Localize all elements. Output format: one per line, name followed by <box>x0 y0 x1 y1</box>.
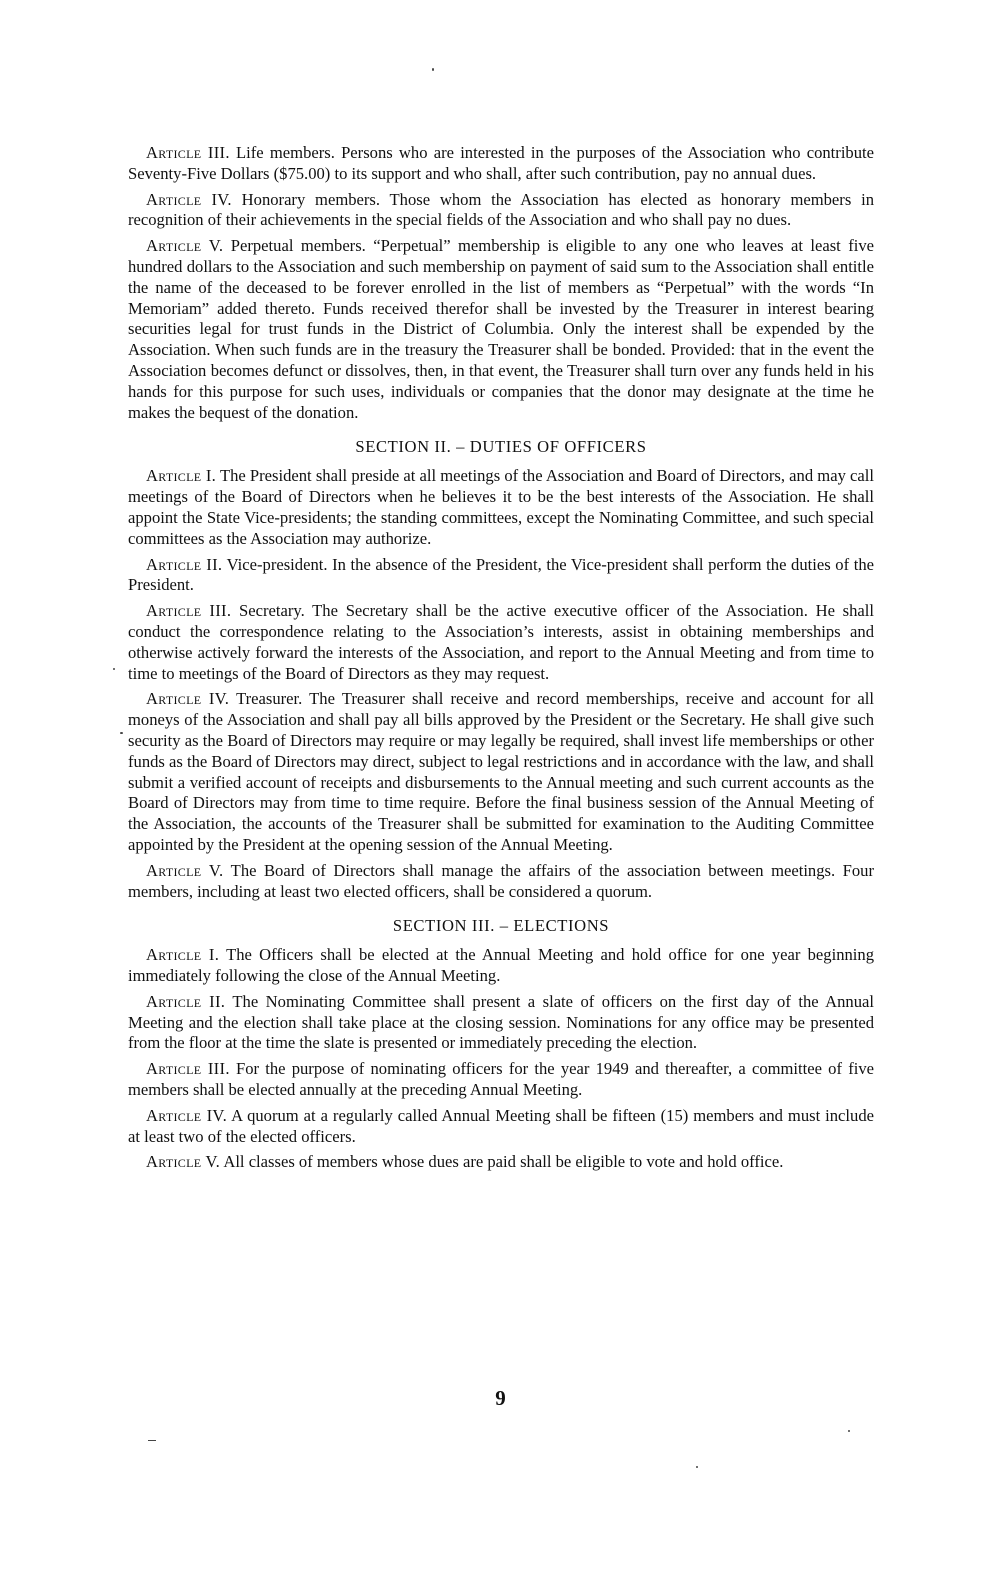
article-paragraph <box>128 992 874 1054</box>
section-heading: SECTION II. – DUTIES OF OFFICERS <box>355 437 647 457</box>
article-label: Article V. <box>146 1152 221 1172</box>
scan-speck <box>696 1466 698 1468</box>
article-label: Article III. <box>146 1059 230 1079</box>
article-label: Article IV. <box>146 189 232 209</box>
article-label: Article I. <box>146 945 220 965</box>
scan-speck <box>113 668 115 670</box>
page-number: 9 <box>495 1386 506 1410</box>
article-label: Article II. <box>146 991 226 1011</box>
article-label: Article II. <box>146 554 223 574</box>
page-body <box>128 143 874 1178</box>
article-text: The Board of Directors shall manage the affairs of the association between meetings. Four members, including at least two elected officers, shall be considered a quorum. <box>128 860 874 901</box>
article-text: The Nominating Committee shall present a slate of officers on the first day of the Annual Meeting and the election shall take place at the closing session. Nominations for any office may be presented from the floor at the time the slate is presented or immediately preceding the election. <box>128 991 875 1053</box>
scan-speck <box>848 1430 850 1432</box>
article-text: Treasurer. The Treasurer shall receive and record memberships, receive and account for all moneys of the Association and shall pay all bills approved by the President or the Secretary. He shall give such security as the Board of Directors may require or may legally be required, shall invest life memberships or other funds as the Board of Directors may direct, subject to legal restrictions and in accordance with the law, and shall submit a verified account of receipts and disbursements to the Annual meeting and such current accounts as the Board of Directors may from time to time require. Before the final business session of the Annual Meeting of the Association, the accounts of the Treasurer shall be submitted for examination to the Auditing Committee appointed by the President at the opening session of the Annual Meeting. <box>128 689 874 854</box>
scan-speck <box>432 68 434 71</box>
article-text: Secretary. The Secretary shall be the active executive officer of the Association. He shall conduct the correspondence relating to the Association’s interests, assist in obtaining memberships and otherwise actively forward the interests of the Association, and report to the Annual Meeting and from time to time to meetings of the Board of Directors as they may request. <box>128 601 875 683</box>
article-paragraph <box>128 689 874 855</box>
article-text: Vice-president. In the absence of the President, the Vice-president shall perform the duties of the President. <box>128 554 874 595</box>
article-text: A quorum at a regularly called Annual Meeting shall be fifteen (15) members and must include at least two of the elected officers. <box>128 1105 874 1146</box>
scan-speck <box>120 732 123 734</box>
article-paragraph <box>128 861 874 903</box>
article-label: Article III. <box>146 601 232 621</box>
article-paragraph <box>128 1106 874 1148</box>
article-paragraph <box>128 945 874 987</box>
article-text: For the purpose of nominating officers for the year 1949 and thereafter, a committee of five members shall be elected annually at the preceding Annual Meeting. <box>128 1059 875 1100</box>
article-label: Article IV. <box>146 689 230 709</box>
article-label: Article IV. <box>146 1105 228 1125</box>
article-paragraph <box>128 555 874 597</box>
article-paragraph <box>128 143 874 185</box>
article-paragraph <box>128 601 874 684</box>
article-text: The Officers shall be elected at the Annual Meeting and hold office for one year beginning immediately following the close of the Annual Meeting. <box>128 945 874 986</box>
section-heading: SECTION III. – ELECTIONS <box>392 916 610 936</box>
scan-speck <box>148 1440 156 1441</box>
article-label: Article V. <box>146 236 224 256</box>
article-label: Article V. <box>146 860 224 880</box>
article-paragraph <box>128 466 874 549</box>
article-paragraph <box>128 190 874 232</box>
article-text: The President shall preside at all meetings of the Association and Board of Directors, and may call meetings of the Board of Directors when he believes it to be the best interests of the Association. He shall appoint the State Vice-presidents; the standing committees, except the Nominating Committee, and such special committees as the Association may authorize. <box>128 466 874 548</box>
article-label: Article I. <box>146 466 217 486</box>
article-text: Honorary members. Those whom the Association has elected as honorary members in recognition of their achievements in the special fields of the Association and who shall pay no dues. <box>128 189 874 230</box>
article-text: All classes of members whose dues are paid shall be eligible to vote and hold office. <box>220 1152 784 1172</box>
article-paragraph <box>128 1152 874 1173</box>
article-text: Perpetual members. “Perpetual” membership is eligible to any one who leaves at least five hundred dollars to the Association and such membership on payment of said sum to the Association shall entitle the name of the deceased to be forever enrolled in the list of members as “Perpetual” with the words “In Memoriam” added thereto. Funds received therefor shall be invested by the Treasurer in interest bearing securities legal for trust funds in the District of Columbia. Only the interest shall be expended by the Association. When such funds are in the treasury the Treasurer shall be bonded. Provided: that in the event the Association becomes defunct or dissolves, then, in that event, the Treasurer shall turn over any funds held in his hands for this purpose for such uses, individuals or companies that the donor may designate at the time he makes the bequest of the donation. <box>128 236 874 422</box>
article-text: Life members. Persons who are interested in the purposes of the Association who contribute Seventy-Five Dollars ($75.00) to its support and who shall, after such contribution, pay no annual dues. <box>128 143 874 183</box>
article-paragraph <box>128 236 874 423</box>
article-label: Article III. <box>146 143 230 162</box>
article-paragraph <box>128 1059 874 1101</box>
